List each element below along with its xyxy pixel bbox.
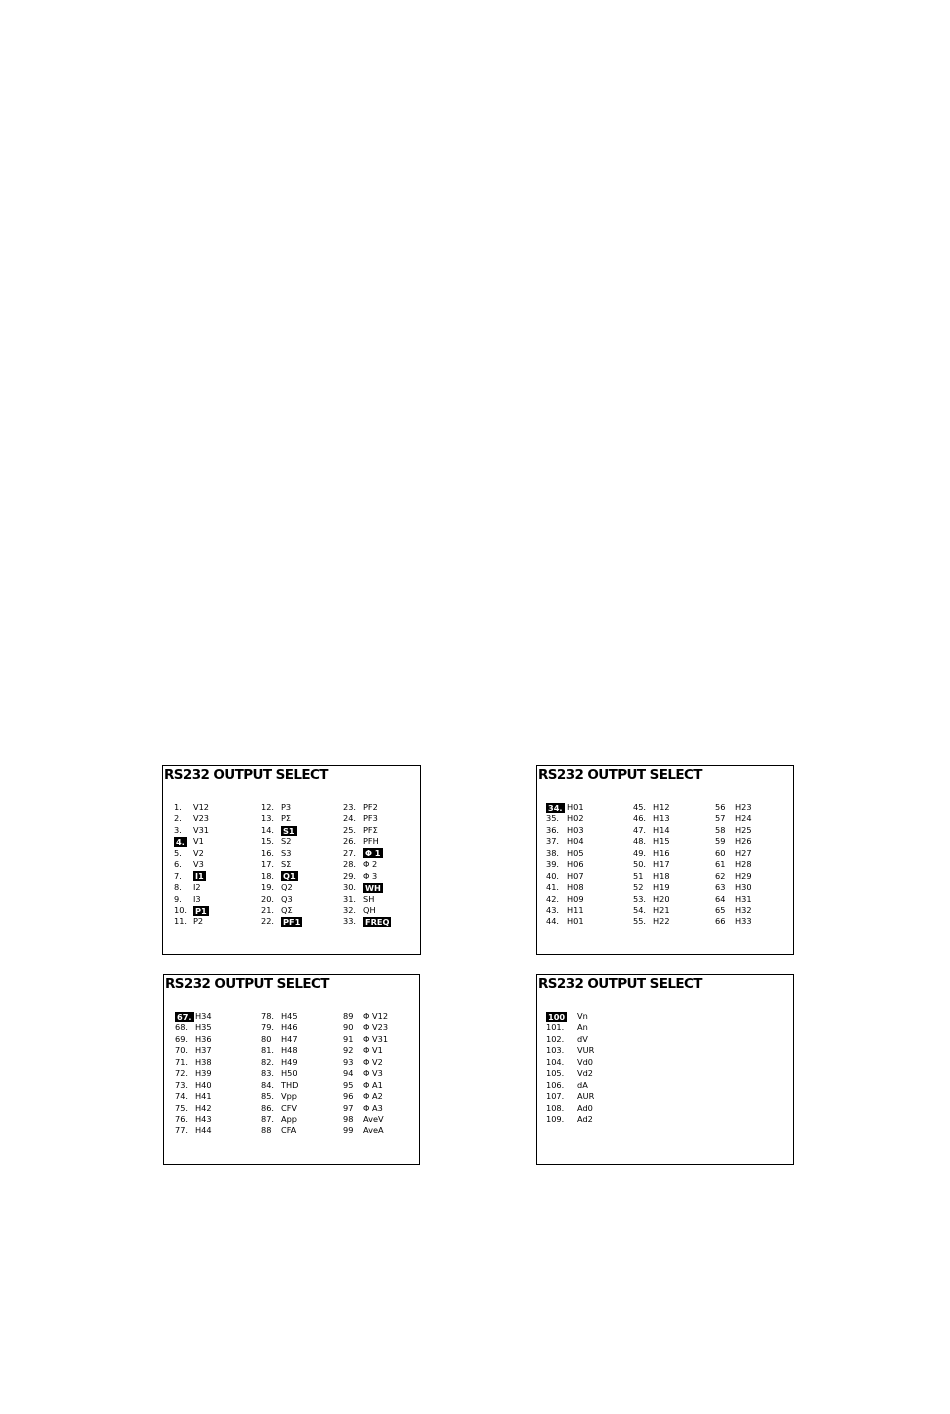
output-item-label: H34 [195,1011,212,1021]
output-item-label: H01 [567,802,584,812]
output-item-label: Φ V31 [363,1033,389,1044]
output-item-label: H24 [735,813,752,824]
output-item-number: 72. [175,1068,189,1079]
output-item-label: H14 [653,824,670,835]
output-item-number: 1. [174,802,182,812]
output-item-number: 32. [343,904,357,915]
output-item-number: 67. [177,1011,192,1022]
output-item-label: S1 [283,825,295,836]
output-item-number: 80 [261,1033,272,1044]
output-item-label: H37 [195,1045,212,1056]
output-item-label: Vn [577,1011,588,1021]
output-item-label: Vpp [281,1091,297,1102]
output-item-number: 88 [261,1125,272,1136]
output-item-label: H40 [195,1079,212,1090]
output-item-label: H50 [281,1068,298,1079]
output-item-label: Φ V1 [363,1045,383,1056]
output-item-number: 23. [343,802,357,812]
output-item-label: Q1 [283,871,296,882]
output-item-number: 86. [261,1102,275,1113]
output-item-label: Vd0 [577,1056,594,1067]
output-item-number: 41. [546,882,560,893]
output-item-label: An [577,1022,588,1033]
output-item-number: 92 [343,1045,354,1056]
output-item-label: H02 [567,813,584,824]
output-item-number: 12. [261,802,275,812]
output-item-label: I2 [193,882,201,893]
output-item-label: Ad0 [577,1102,593,1113]
output-select-panel-4 [536,974,794,1165]
output-item-label: SΣ [281,859,292,870]
output-item-label: Vd2 [577,1068,594,1079]
output-item-label: Φ 1 [365,848,381,859]
output-item-number: 28. [343,859,357,870]
output-item-number: 55. [633,916,647,927]
output-item-number: 22. [261,916,275,927]
output-item-number: 106. [546,1079,565,1090]
output-item-label: H25 [735,824,752,835]
output-item-number: 26. [343,836,357,847]
output-item-number: 10. [174,904,188,915]
output-item-number: 40. [546,870,560,881]
output-item-number: 53. [633,893,647,904]
output-item-number: 14. [261,824,275,835]
output-item-label: App [281,1113,297,1124]
output-item-label: Q2 [281,882,293,893]
output-item-number: 74. [175,1091,189,1102]
output-item-label: V3 [193,859,204,870]
output-item-label: QH [363,904,376,915]
output-item-label: H06 [567,859,584,870]
output-item-label: V1 [193,836,204,847]
output-item-label: Φ 2 [363,859,378,870]
output-item-label: Φ V12 [363,1011,389,1021]
output-item-number: 31. [343,893,357,904]
output-item-label: AveV [363,1113,384,1124]
output-item-number: 77. [175,1125,189,1136]
output-item-number: 17. [261,859,275,870]
output-item-label: H30 [735,882,752,893]
output-item-number: 33. [343,916,357,927]
output-item-label: H29 [735,870,752,881]
output-item-number: 90 [343,1022,354,1033]
output-item-label: H01 [567,916,584,927]
output-item-number: 63 [715,882,726,893]
output-item-number: 104. [546,1056,565,1067]
output-item-label: Φ V2 [363,1056,383,1067]
output-item-number: 47. [633,824,647,835]
output-item-label: H16 [653,847,670,858]
output-item-number: 27. [343,847,357,858]
output-item-number: 100 [548,1011,566,1022]
output-item-label: H32 [735,904,752,915]
output-item-number: 35. [546,813,560,824]
panel-title: RS232 OUTPUT SELECT [164,767,328,783]
output-item-label: H15 [653,836,670,847]
output-item-label: WH [365,882,381,893]
output-item-number: 60 [715,847,726,858]
output-item-label: VUR [577,1045,595,1056]
output-item-number: 59 [715,836,726,847]
output-item-number: 45. [633,802,647,812]
output-item-label: I3 [193,893,201,904]
output-item-number: 13. [261,813,275,824]
output-item-number: 85. [261,1091,275,1102]
output-item-label: H03 [567,824,584,835]
output-item-label: Ad2 [577,1113,593,1124]
output-item-number: 95 [343,1079,354,1090]
output-item-number: 54. [633,904,647,915]
output-item-number: 61 [715,859,726,870]
output-item-label: P3 [281,802,292,812]
output-item-number: 30. [343,882,357,893]
output-item-number: 76. [175,1113,189,1124]
output-item-number: 21. [261,904,275,915]
output-item-number: 34. [548,802,563,813]
output-item-label: H31 [735,893,752,904]
output-item-number: 75. [175,1102,189,1113]
output-item-number: 68. [175,1022,189,1033]
output-item-number: 98 [343,1113,354,1124]
output-item-number: 5. [174,847,182,858]
output-item-label: PFH [363,836,379,847]
output-item-number: 84. [261,1079,275,1090]
panel-title: RS232 OUTPUT SELECT [538,976,702,992]
output-item-number: 3. [174,824,182,835]
output-item-label: H20 [653,893,670,904]
panel-title: RS232 OUTPUT SELECT [165,976,329,992]
output-item-label: H09 [567,893,584,904]
output-item-number: 109. [546,1113,565,1124]
output-item-label: H27 [735,847,752,858]
output-item-number: 44. [546,916,560,927]
output-item-label: H43 [195,1113,212,1124]
output-item-number: 24. [343,813,357,824]
output-item-label: AUR [577,1091,595,1102]
output-item-number: 29. [343,870,357,881]
output-item-label: V31 [193,824,210,835]
output-item-label: H11 [567,904,584,915]
output-item-number: 8. [174,882,182,893]
output-item-label: H08 [567,882,584,893]
output-item-label: P2 [193,916,204,927]
output-item-number: 6. [174,859,182,870]
output-item-number: 43. [546,904,560,915]
output-item-label: PF1 [283,917,301,928]
output-item-number: 50. [633,859,647,870]
output-item-number: 99 [343,1125,354,1136]
output-item-number: 70. [175,1045,189,1056]
output-item-label: PF3 [363,813,378,824]
output-item-number: 105. [546,1068,565,1079]
panel-title: RS232 OUTPUT SELECT [538,767,702,783]
output-item-label: V23 [193,813,210,824]
output-item-number: 49. [633,847,647,858]
output-item-label: CFA [281,1125,297,1136]
output-item-label: H33 [735,916,752,927]
output-item-number: 81. [261,1045,275,1056]
output-item-number: 9. [174,893,182,904]
output-item-number: 48. [633,836,647,847]
output-item-number: 69. [175,1033,189,1044]
output-item-number: 78. [261,1011,275,1021]
output-item-number: 102. [546,1033,565,1044]
output-item-number: 46. [633,813,647,824]
output-item-number: 96 [343,1091,354,1102]
output-item-number: 16. [261,847,275,858]
output-item-label: AveA [363,1125,384,1136]
output-item-label: S3 [281,847,292,858]
output-item-label: I1 [195,871,204,882]
output-item-label: H38 [195,1056,212,1067]
output-item-label: H23 [735,802,752,812]
output-item-label: Φ A3 [363,1102,383,1113]
output-item-number: 65 [715,904,726,915]
output-item-label: PFΣ [363,824,378,835]
output-item-label: H47 [281,1033,298,1044]
output-item-label: dA [577,1079,588,1090]
output-item-number: 56 [715,802,726,812]
output-select-panel-2 [536,765,794,955]
output-item-number: 4. [176,837,185,847]
output-item-number: 89 [343,1011,354,1021]
output-item-number: 83. [261,1068,275,1079]
output-item-label: H18 [653,870,670,881]
output-item-label: Φ A2 [363,1091,383,1102]
output-item-label: V2 [193,847,204,858]
output-item-label: QΣ [281,904,293,915]
output-item-number: 39. [546,859,560,870]
output-item-label: Φ 3 [363,870,378,881]
output-item-label: H07 [567,870,584,881]
output-item-label: H49 [281,1056,298,1067]
output-item-number: 52 [633,882,644,893]
output-item-number: 57 [715,813,726,824]
output-item-number: 19. [261,882,275,893]
output-item-label: CFV [281,1102,298,1113]
output-item-number: 36. [546,824,560,835]
output-item-number: 20. [261,893,275,904]
output-item-number: 71. [175,1056,189,1067]
output-item-label: Φ V23 [363,1022,389,1033]
output-item-label: H12 [653,802,670,812]
output-item-label: H21 [653,904,670,915]
output-item-label: H45 [281,1011,298,1021]
output-item-label: H48 [281,1045,298,1056]
output-item-label: H42 [195,1102,212,1113]
output-item-label: S2 [281,836,292,847]
output-item-number: 73. [175,1079,189,1090]
output-item-label: PF2 [363,802,378,812]
output-item-number: 42. [546,893,560,904]
output-select-panel-3 [163,974,420,1165]
output-item-number: 108. [546,1102,565,1113]
output-item-number: 91 [343,1033,354,1044]
output-item-label: PΣ [281,813,292,824]
output-item-number: 79. [261,1022,275,1033]
output-item-label: Φ A1 [363,1079,383,1090]
output-item-number: 107. [546,1091,565,1102]
output-item-label: H41 [195,1091,212,1102]
output-item-number: 87. [261,1113,275,1124]
output-item-number: 38. [546,847,560,858]
output-item-label: FREQ [365,917,390,928]
output-item-number: 97 [343,1102,354,1113]
output-item-label: SH [363,893,375,904]
output-item-label: H36 [195,1033,212,1044]
output-item-label: Q3 [281,893,293,904]
output-item-number: 11. [174,916,188,927]
output-item-number: 94 [343,1068,354,1079]
output-item-number: 66 [715,916,726,927]
output-item-label: H19 [653,882,670,893]
output-item-label: H17 [653,859,670,870]
output-item-label: H39 [195,1068,212,1079]
output-item-number: 103. [546,1045,565,1056]
output-item-number: 64 [715,893,726,904]
output-item-label: dV [577,1033,588,1044]
output-item-number: 2. [174,813,182,824]
output-item-label: V12 [193,802,210,812]
output-item-label: H35 [195,1022,212,1033]
output-item-label: H28 [735,859,752,870]
output-item-label: THD [281,1079,299,1090]
output-item-label: H04 [567,836,584,847]
output-item-label: H26 [735,836,752,847]
output-item-number: 15. [261,836,275,847]
output-select-panel-1 [162,765,421,955]
output-item-number: 25. [343,824,357,835]
output-item-number: 101. [546,1022,565,1033]
output-item-number: 37. [546,836,560,847]
output-item-number: 93 [343,1056,354,1067]
output-item-label: H46 [281,1022,298,1033]
output-item-number: 7. [174,870,182,881]
output-item-label: H22 [653,916,670,927]
output-item-number: 51 [633,870,644,881]
output-item-number: 62 [715,870,726,881]
output-item-number: 58 [715,824,726,835]
output-item-label: Φ V3 [363,1068,383,1079]
output-item-label: H13 [653,813,670,824]
output-item-number: 82. [261,1056,275,1067]
output-item-number: 18. [261,870,275,881]
output-item-label: P1 [195,905,207,916]
output-item-label: H44 [195,1125,212,1136]
output-item-label: H05 [567,847,584,858]
